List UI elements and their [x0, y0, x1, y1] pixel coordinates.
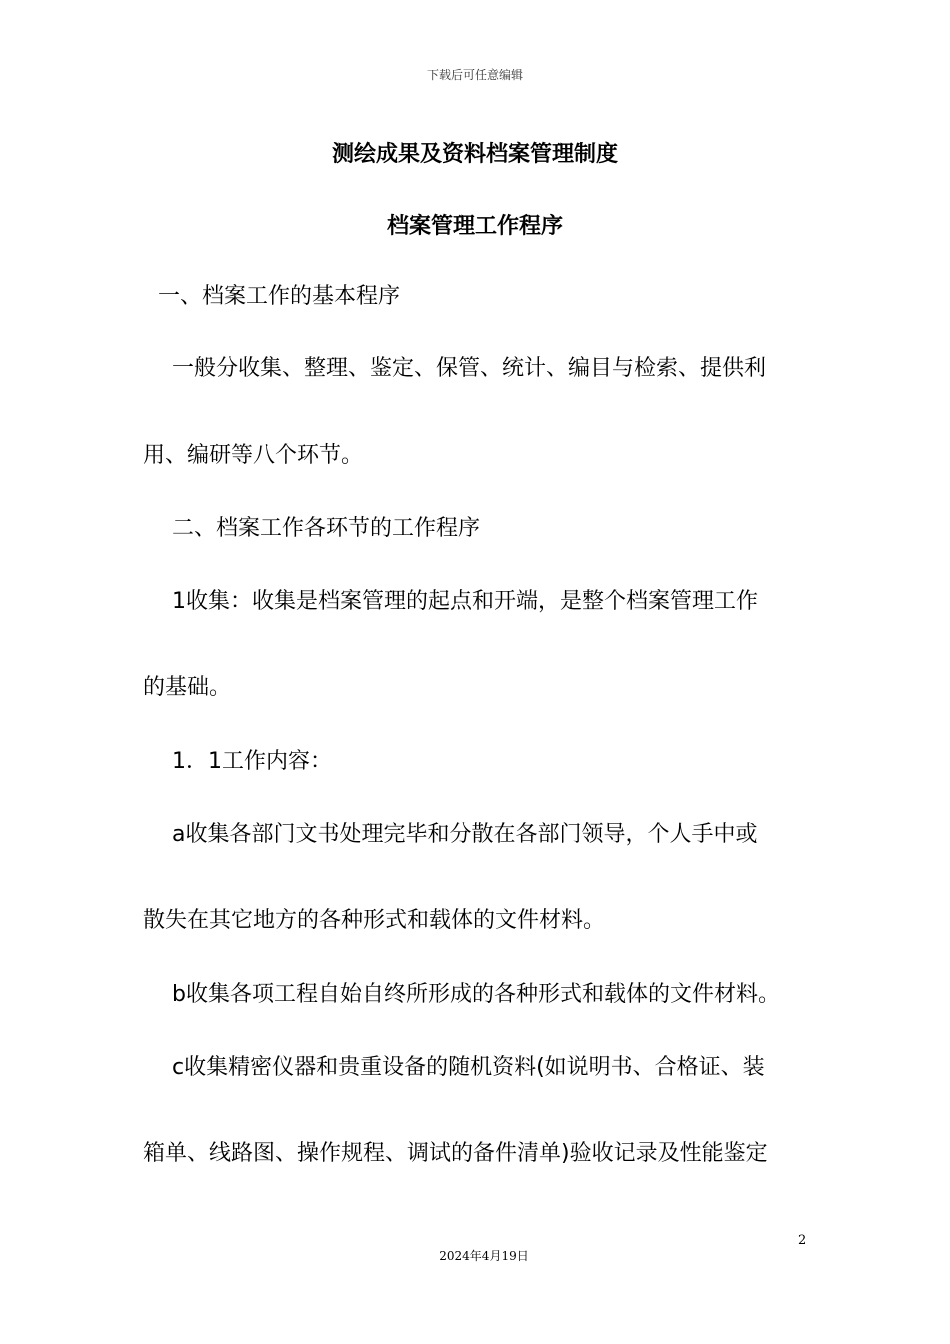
header-note: 下载后可任意编辑 — [426, 68, 523, 82]
paragraph-line: 散失在其它地方的各种形式和载体的文件材料。 — [143, 908, 606, 933]
document-subtitle: 档案管理工作程序 — [386, 214, 563, 239]
footer-date: 2024年4月19日 — [439, 1249, 529, 1263]
paragraph-line: a收集各部门文书处理完毕和分散在各部门领导，个人手中或 — [172, 822, 758, 847]
paragraph-line: 用、编研等八个环节。 — [143, 443, 364, 468]
subsection-heading: 1．1工作内容： — [172, 749, 332, 774]
section-heading-1: 一、档案工作的基本程序 — [158, 284, 401, 309]
paragraph-line: 箱单、线路图、操作规程、调试的备件清单)验收记录及性能鉴定 — [143, 1141, 768, 1166]
paragraph-line: 1收集：收集是档案管理的起点和开端，是整个档案管理工作 — [172, 589, 758, 614]
paragraph-line: b收集各项工程自始自终所形成的各种形式和载体的文件材料。 — [172, 982, 780, 1007]
page-number: 2 — [798, 1233, 807, 1248]
document-title: 测绘成果及资料档案管理制度 — [331, 142, 618, 167]
paragraph-line: 一般分收集、整理、鉴定、保管、统计、编目与检索、提供利 — [172, 356, 767, 381]
paragraph-line: 的基础。 — [143, 675, 232, 700]
paragraph-line: c收集精密仪器和贵重设备的随机资料(如说明书、合格证、装 — [172, 1055, 765, 1080]
section-heading-2: 二、档案工作各环节的工作程序 — [172, 516, 481, 541]
